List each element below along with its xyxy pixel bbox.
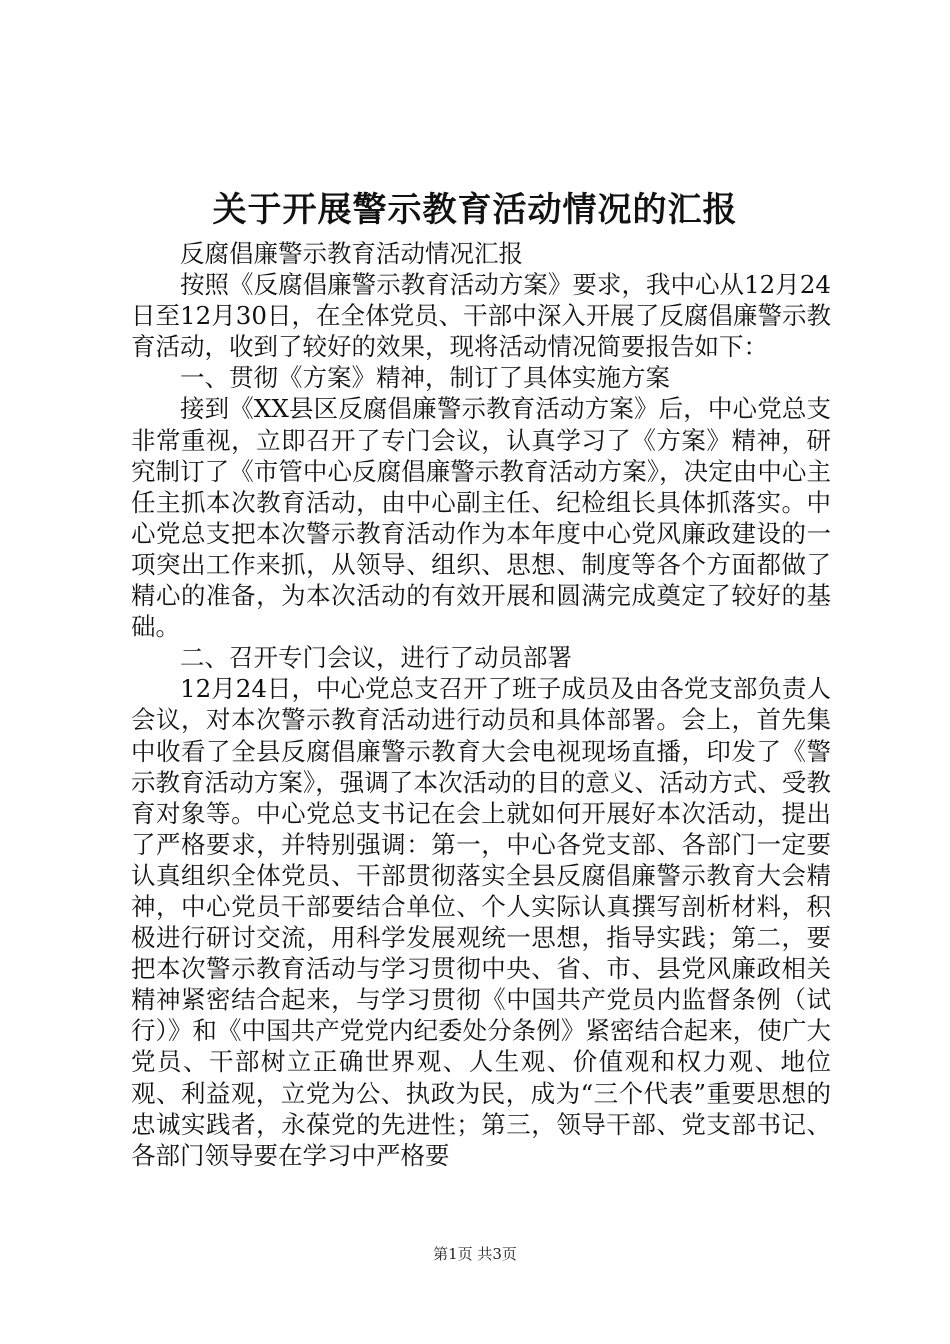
section-heading-2: 二、召开专门会议，进行了动员部署 <box>180 643 572 673</box>
document-title: 关于开展警示教育活动情况的汇报 <box>212 190 738 230</box>
paragraph-subtitle: 反腐倡廉警示教育活动情况汇报 <box>180 239 523 268</box>
section-heading-1: 一、贯彻《方案》精神，制订了具体实施方案 <box>180 363 670 393</box>
paragraph-intro: 按照《反腐倡廉警示教育活动方案》要求，我中心从12月24日至12月30日，在全体党员、干部中深入开展了反腐倡廉警示教育活动，收到了较好的效果，现将活动情况简要报告如下： <box>131 270 831 362</box>
paragraph-section-2: 12月24日，中心党总支召开了班子成员及由各党支部负责人会议，对本次警示教育活动进行动员和具体部署。会上，首先集中收看了全县反腐倡廉警示教育大会电视现场直播，印发了《警示教育活动方案》，强调了本次活动的目的意义、活动方式、受教育对象等。中心党总支书记在会上就如何开展好本次活动，提出了严格要求，并特别强调：第一，中心各党支部、各部门一定要认真组织全体党员、干部贯彻落实全县反腐倡廉警示教育大会精神，中心党员干部要结合单位、个人实际认真撰写剖析材料，积极进行研讨交流，用科学发展观统一思想，指导实践；第二，要把本次警示教育活动与学习贯彻中央、省、市、县党风廉政相关精神紧密结合起来，与学习贯彻《中国共产党员内监督条例（试行）》和《中国共产党党内纪委处分条例》紧密结合起来，使广大党员、干部树立正确世界观、人生观、价值观和权力观、地位观、利益观，立党为公、执政为民，成为“三个代表”重要思想的忠诚实践者，永葆党的先进性；第三，领导干部、党支部书记、各部门领导要在学习中严格要 <box>131 674 831 1170</box>
paragraph-section-1: 接到《XX县区反腐倡廉警示教育活动方案》后，中心党总支非常重视，立即召开了专门会议，认真学习了《方案》精神，研究制订了《市管中心反腐倡廉警示教育活动方案》，决定由中心主任主抓本次教育活动，由中心副主任、纪检组长具体抓落实。中心党总支把本次警示教育活动作为本年度中心党风廉政建设的一项突出工作来抓，从领导、组织、思想、制度等各个方面都做了精心的准备，为本次活动的有效开展和圆满完成奠定了较好的基础。 <box>131 394 831 642</box>
page-footer: 第1页 共3页 <box>433 1245 517 1263</box>
document-body <box>131 238 831 1171</box>
